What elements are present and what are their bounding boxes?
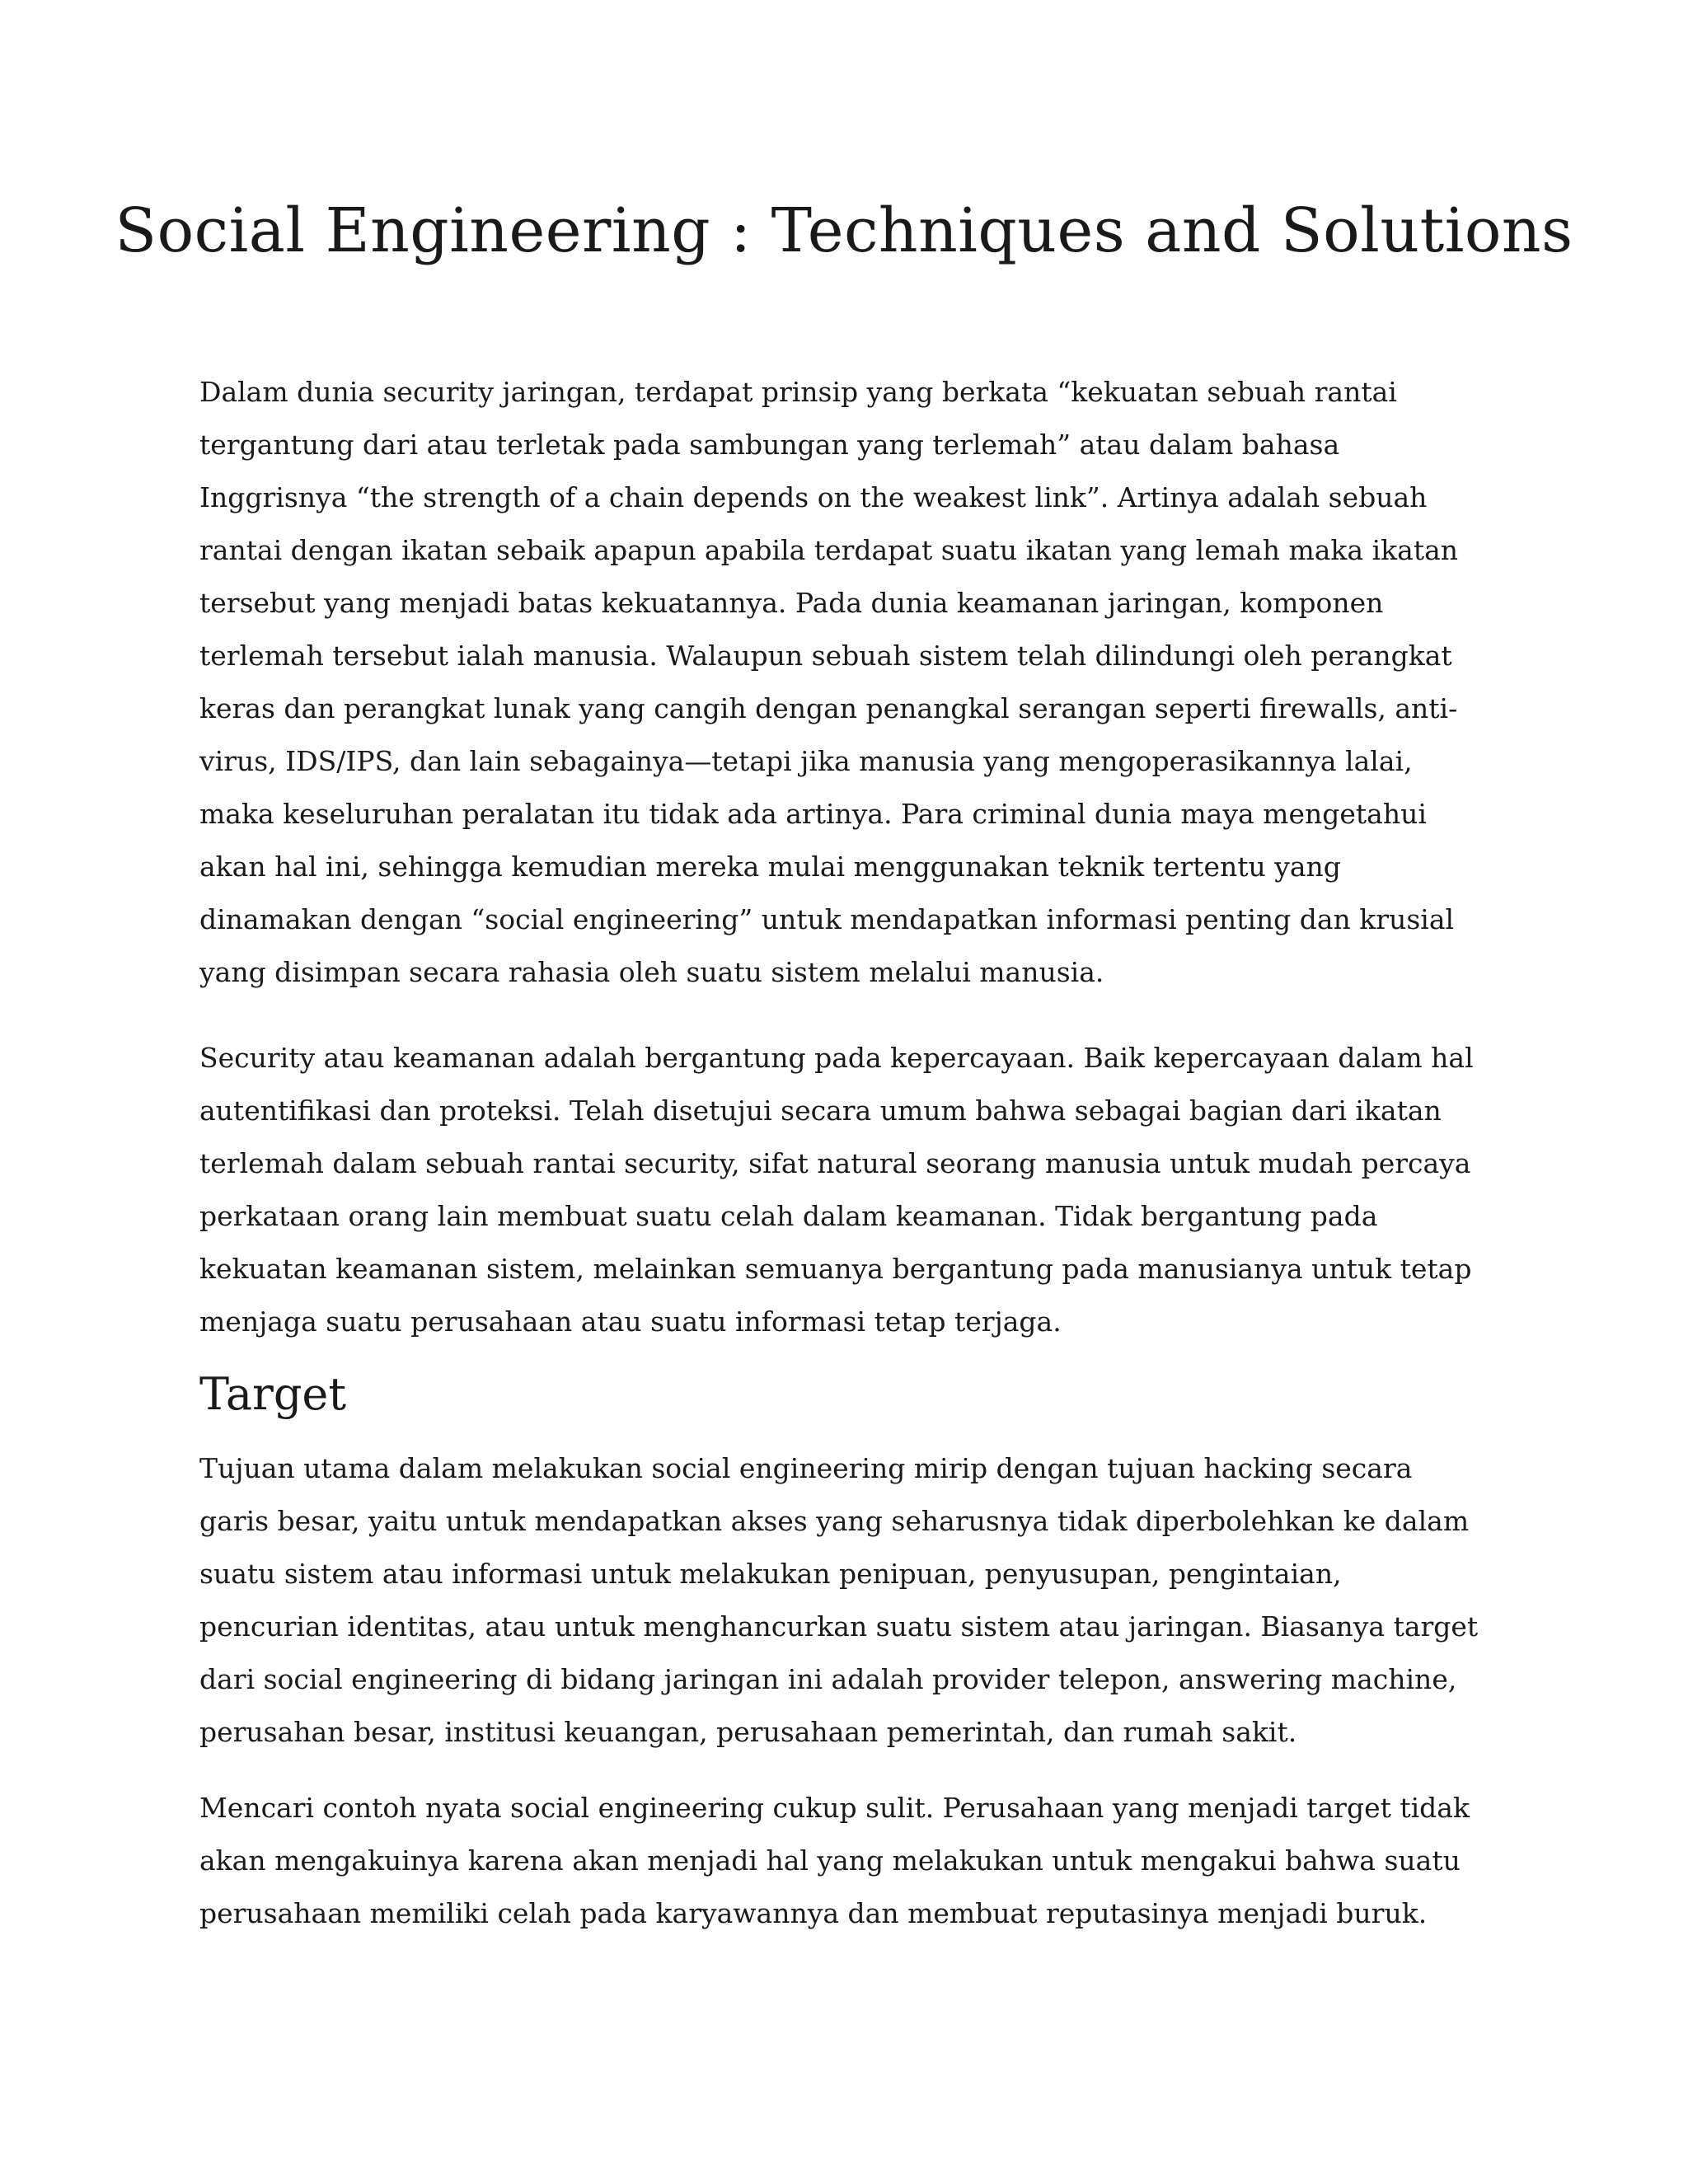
text-line: perusahan besar, institusi keuangan, perusahaan pemerintah, dan rumah sakit.: [199, 1716, 1297, 1748]
text-line: rantai dengan ikatan sebaik apapun apabila terdapat suatu ikatan yang lemah maka ikatan: [199, 534, 1459, 566]
document-title: Social Engineering : Techniques and Solutions: [115, 195, 1573, 266]
text-line: garis besar, yaitu untuk mendapatkan akses yang seharusnya tidak diperbolehkan ke dalam: [199, 1505, 1470, 1537]
text-line: Inggrisnya “the strength of a chain depends on the weakest link”. Artinya adalah sebuah: [199, 481, 1428, 513]
section-heading-target: Target: [199, 1368, 347, 1420]
text-line: autentifikasi dan proteksi. Telah disetujui secara umum bahwa sebagai bagian dari ikatan: [199, 1094, 1442, 1127]
text-line: perusahaan memiliki celah pada karyawannya dan membuat reputasinya menjadi buruk.: [199, 1897, 1428, 1929]
paragraph-target-examples: [199, 1782, 1502, 1940]
text-line: terlemah dalam sebuah rantai security, sifat natural seorang manusia untuk mudah percaya: [199, 1147, 1471, 1179]
paragraph-security-trust: [199, 1032, 1502, 1348]
text-line: Tujuan utama dalam melakukan social engineering mirip dengan tujuan hacking secara: [199, 1452, 1413, 1484]
text-line: Security atau keamanan adalah bergantung pada kepercayaan. Baik kepercayaan dalam hal: [199, 1042, 1474, 1074]
paragraph-target-goal: [199, 1442, 1502, 1759]
text-line: perkataan orang lain membuat suatu celah dalam keamanan. Tidak bergantung pada: [199, 1200, 1378, 1232]
text-line: yang disimpan secara rahasia oleh suatu sistem melalui manusia.: [199, 956, 1104, 988]
text-line: tersebut yang menjadi batas kekuatannya. Pada dunia keamanan jaringan, komponen: [199, 587, 1384, 619]
text-line: tergantung dari atau terletak pada sambungan yang terlemah” atau dalam bahasa: [199, 429, 1340, 461]
text-line: Mencari contoh nyata social engineering cukup sulit. Perusahaan yang menjadi target tidak: [199, 1792, 1470, 1824]
text-line: dinamakan dengan “social engineering” untuk mendapatkan informasi penting dan krusial: [199, 903, 1455, 935]
text-line: Dalam dunia security jaringan, terdapat prinsip yang berkata “kekuatan sebuah rantai: [199, 376, 1397, 408]
text-line: kekuatan keamanan sistem, melainkan semuanya bergantung pada manusianya untuk tetap: [199, 1253, 1472, 1285]
text-line: akan mengakuinya karena akan menjadi hal yang melakukan untuk mengakui bahwa suatu: [199, 1844, 1461, 1877]
text-line: maka keseluruhan peralatan itu tidak ada artinya. Para criminal dunia maya mengetahui: [199, 798, 1427, 830]
text-line: keras dan perangkat lunak yang cangih dengan penangkal serangan seperti firewalls, anti-: [199, 692, 1458, 724]
text-line: pencurian identitas, atau untuk menghancurkan suatu sistem atau jaringan. Biasanya target: [199, 1610, 1479, 1643]
text-line: virus, IDS/IPS, dan lain sebagainya—tetapi jika manusia yang mengoperasikannya lalai,: [199, 745, 1413, 777]
text-line: menjaga suatu perusahaan atau suatu informasi tetap terjaga.: [199, 1305, 1062, 1338]
text-line: dari social engineering di bidang jaringan ini adalah provider telepon, answering machine,: [199, 1663, 1457, 1695]
text-line: suatu sistem atau informasi untuk melakukan penipuan, penyusupan, pengintaian,: [199, 1558, 1342, 1590]
text-line: akan hal ini, sehingga kemudian mereka mulai menggunakan teknik tertentu yang: [199, 851, 1341, 883]
paragraph-intro: [199, 366, 1502, 999]
text-line: terlemah tersebut ialah manusia. Walaupun sebuah sistem telah dilindungi oleh perangkat: [199, 640, 1452, 672]
